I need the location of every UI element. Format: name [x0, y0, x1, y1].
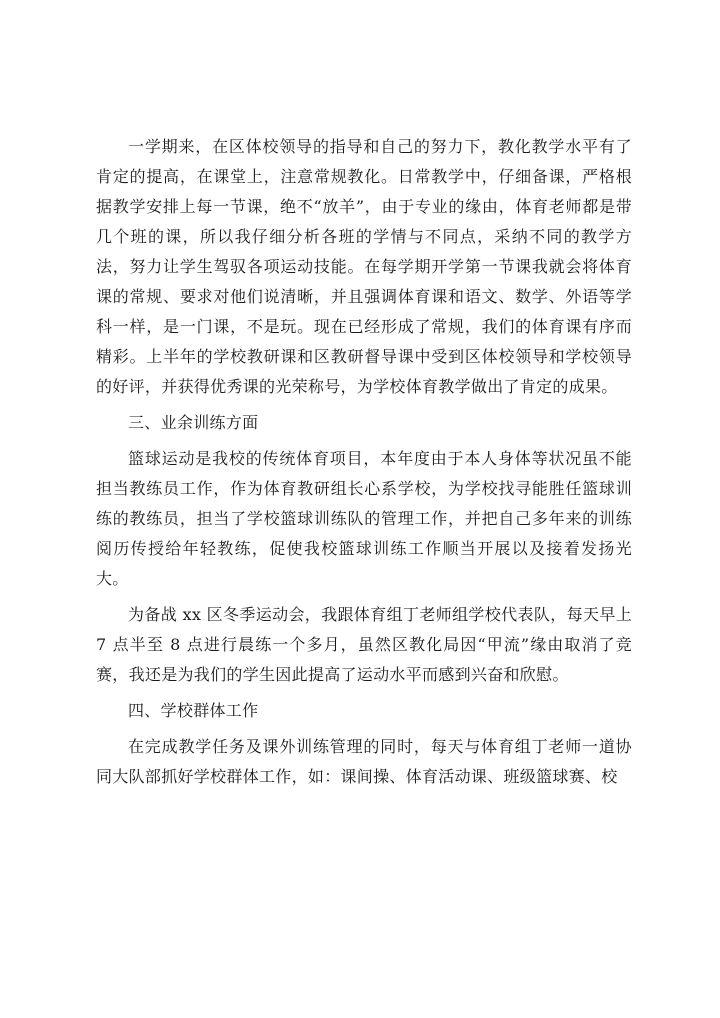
paragraph-group-work: 在完成教学任务及课外训练管理的同时，每天与体育组丁老师一道协同大队部抓好学校群体工作，如：课间操、体育活动课、班级篮球赛、校	[96, 737, 632, 786]
section-heading-group-work: 四、学校群体工作	[128, 701, 259, 720]
paragraph-basketball: 篮球运动是我校的传统体育项目，本年度由于本人身体等状况虽不能担当教练员工作，作为体育教研组长心系学校，为学校找寻能胜任篮球训练的教练员，担当了学校篮球训练队的管理工作，并把自己多年来的训练阅历传授给年轻教练，促使我校篮球训练工作顺当开展以及接着发扬光大。	[96, 449, 632, 588]
paragraph-winter-games: 为备战 xx 区冬季运动会，我跟体育组丁老师组学校代表队，每天早上 7 点半至 8 点进行晨练一个多月，虽然区教化局因“甲流”缘由取消了竞赛，我还是为我们的学生因此提高了运动水平而感到兴奋和欣慰。	[96, 605, 632, 684]
document-body	[96, 132, 632, 798]
section-heading-training: 三、业余训练方面	[128, 413, 259, 432]
paragraph-teaching: 一学期来，在区体校领导的指导和自己的努力下，教化教学水平有了肯定的提高，在课堂上，注意常规教化。日常教学中，仔细备课，严格根据教学安排上每一节课，绝不“放羊”，由于专业的缘由，体育老师都是带几个班的课，所以我仔细分析各班的学情与不同点，采纳不同的教学方法，努力让学生驾驭各项运动技能。在每学期开学第一节课我就会将体育课的常规、要求对他们说清晰，并且强调体育课和语文、数学、外语等学科一样，是一门课，不是玩。现在已经形成了常规，我们的体育课有序而精彩。上半年的学校教研课和区教研督导课中受到区体校领导和学校领导的好评，并获得优秀课的光荣称号，为学校体育教学做出了肯定的成果。	[96, 137, 632, 396]
